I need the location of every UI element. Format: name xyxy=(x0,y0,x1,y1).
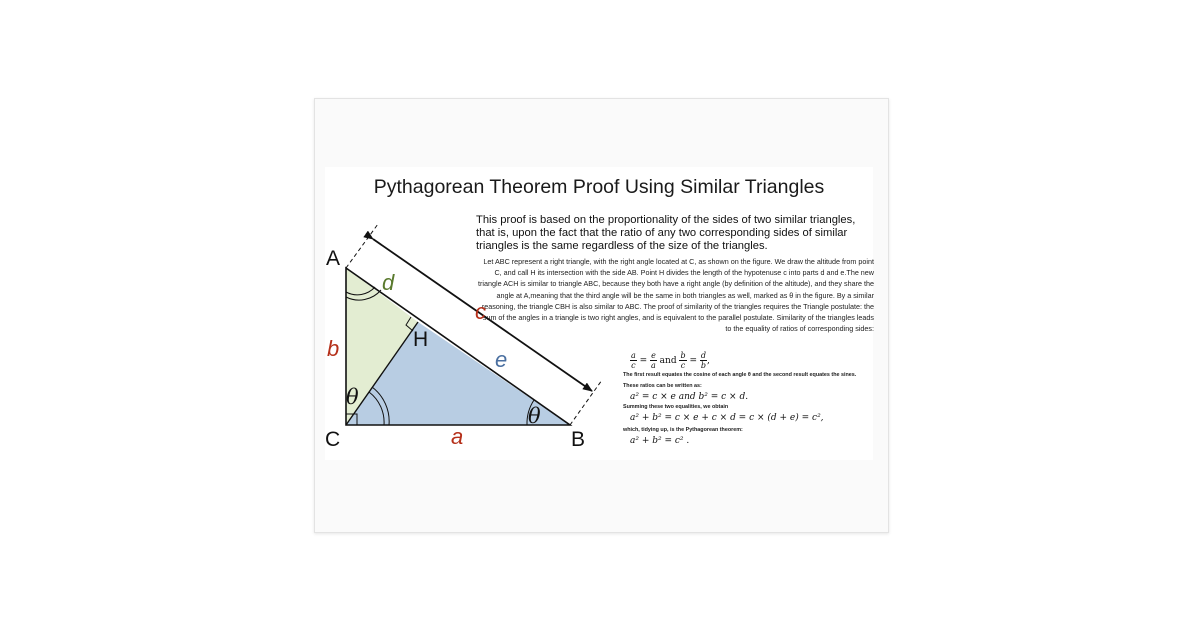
proof-paragraph: Let ABC represent a right triangle, with the right angle located at C, as shown on the figure. We draw the altitude from point C, and call H its intersection with the side AB. Point H divides the length of the hypotenuse c into parts d and e.The new triangle ACH is similar to triangle ABC, because they both have a right angle (by definition of the altitude), and they share the angle at A,meaning that the third angle will be the same in both triangles as well, marked as θ in the figure. By a similar reasoning, the triangle CBH is also similar to ABC. The proof of similarity of the triangles requires the Triangle postulate: the sum of the angles in a triangle is two right angles, and is equivalent to the parallel postulate. Similarity of the triangles leads to the equality of ratios of corresponding sides: xyxy=(478,257,874,334)
intro-paragraph: This proof is based on the proportionality of the sides of two similar triangles, that is, upon the fact that the ratio of any two corresponding sides of similar triangles is the same regardless of the size of the triangles. xyxy=(476,214,856,252)
angle-label-theta-b: θ xyxy=(528,404,541,428)
note-cosine-sine: The first result equates the cosine of each angle θ and the second result equates the sines. xyxy=(623,372,857,378)
vertex-label-a: A xyxy=(326,247,341,270)
side-label-b: b xyxy=(327,336,340,361)
extension-line-a xyxy=(346,224,378,268)
ratio-equations: $\frac{a}{c}$ = $\frac{e}{a}$ and $\frac{b}{c}$ = $\frac{d}{b}$ , xyxy=(631,351,710,370)
segment-label-d: d xyxy=(382,270,395,295)
fraction-b-over-c: $\frac{b}{c}$ xyxy=(680,351,686,370)
side-label-c: c xyxy=(475,299,486,324)
fraction-a-over-c: $\frac{a}{c}$ xyxy=(631,351,636,370)
angle-label-theta-c: θ xyxy=(346,385,359,409)
segment-label-e: e xyxy=(495,347,508,372)
side-label-a: a xyxy=(451,424,464,449)
equation-sum: a² + b² = c × e + c × d = c × (d + e) = c², xyxy=(630,413,824,423)
fraction-e-over-a: $\frac{e}{a}$ xyxy=(651,351,656,370)
note-summing: Summing these two equalities, we obtain xyxy=(623,404,729,410)
vertex-label-c: C xyxy=(325,428,341,451)
equation-products: a² = c × e and b² = c × d. xyxy=(630,392,749,402)
foot-label-h: H xyxy=(413,328,429,351)
vertex-label-b: B xyxy=(571,428,586,451)
page-title: Pythagorean Theorem Proof Using Similar Triangles xyxy=(373,176,825,198)
note-tidying: which, tidying up, is the Pythagorean theorem: xyxy=(623,427,743,433)
note-written-as: These ratios can be written as: xyxy=(623,383,702,389)
fraction-d-over-b: $\frac{d}{b}$ xyxy=(700,351,707,370)
equation-theorem: a² + b² = c² . xyxy=(630,436,690,446)
